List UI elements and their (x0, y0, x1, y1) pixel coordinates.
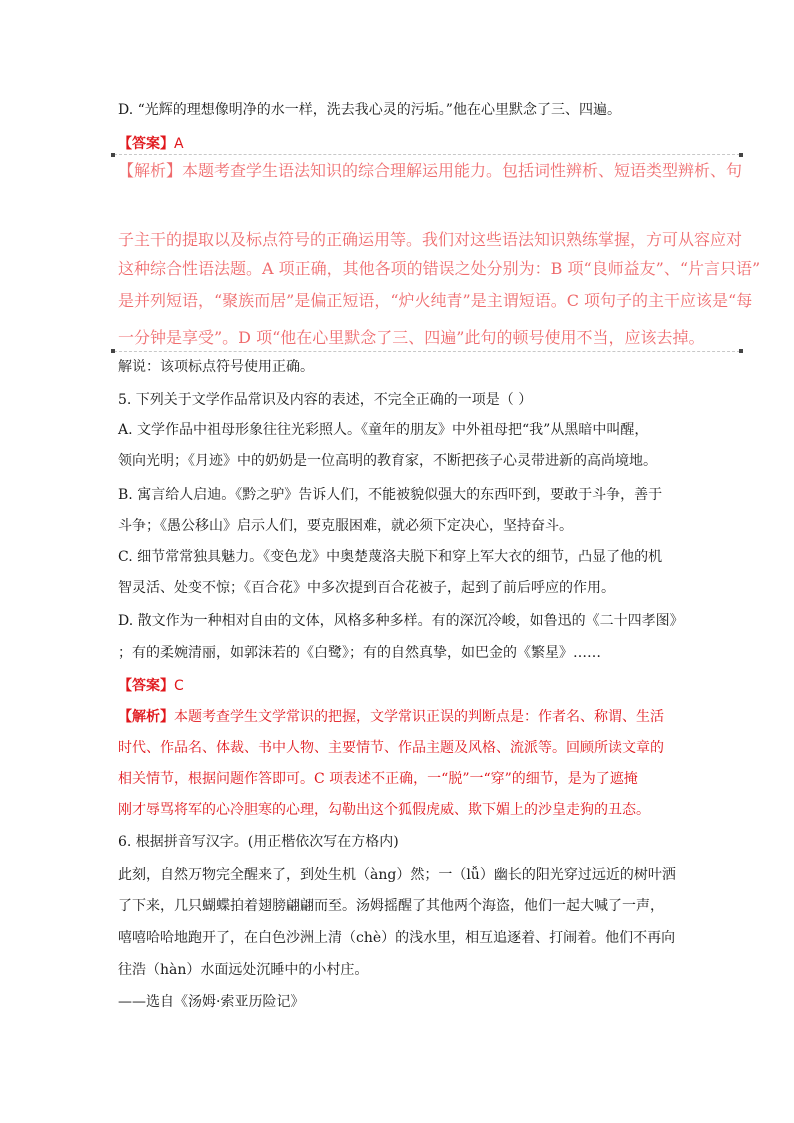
box-corner-mark (111, 349, 115, 353)
q6-source: ——选自《汤姆·索亚历险记》 (118, 994, 305, 1010)
explanation-text: 本题考查学生文学常识的把握，文学常识正误的判断点是：作者名、称谓、生活 (174, 709, 664, 725)
q5-option-b: B. 寓言给人启迪。《黔之驴》告诉人们，不能被貌似强大的东西吓到，要敢于斗争，善于 (118, 487, 663, 503)
box-corner-mark (111, 153, 115, 157)
answer-value: A (174, 136, 184, 152)
q5-stem: 5. 下列关于文学作品常识及内容的表述，不完全正确的一项是（ ） (118, 392, 533, 408)
q5-option-a-cont: 领向光明；《月迹》中的奶奶是一位高明的教育家，不断把孩子心灵带进新的高尚境地。 (118, 453, 657, 469)
q5-option-d: D. 散文作为一种相对自由的文体，风格多种多样。有的深沉冷峻，如鲁迅的《二十四孝图》 (118, 613, 684, 629)
answer-label: 【答案】 (118, 678, 174, 694)
explanation-box (114, 154, 743, 352)
q4-explanation-line: 这种综合性语法题。A 项正确，其他各项的错误之处分别为：B 项“良师益友”、“片言只语” (118, 259, 761, 278)
box-corner-mark (739, 153, 743, 157)
q5-option-c-cont: 智灵活、处变不惊；《百合花》中多次提到百合花被子，起到了前后呼应的作用。 (118, 580, 615, 596)
q6-passage-line: 往浩（hàn）水面远处沉睡中的小村庄。 (118, 962, 369, 978)
q4-explanation-line: 是并列短语，“聚族而居”是偏正短语，“炉火纯青”是主谓短语。C 项句子的主干应该是“每 (118, 291, 753, 310)
answer-value: C (174, 678, 184, 694)
answer-label: 【答案】 (118, 136, 174, 152)
q6-passage-line: 了下来，几只蝴蝶拍着翅膀翩翩而至。汤姆摇醒了其他两个海盗，他们一起大喊了一声， (118, 898, 664, 914)
q5-explanation-line: 刚才辱骂将军的心冷胆寒的心理，勾勒出这个狐假虎威、欺下媚上的沙皇走狗的丑态。 (118, 802, 650, 818)
q5-explanation-line: 相关情节，根据问题作答即可。C 项表述不正确，一“脱”一“穿”的细节，是为了遮掩 (118, 771, 638, 787)
q4-answer (118, 134, 184, 154)
explanation-label: 【解析】 (118, 709, 174, 725)
q5-option-d-cont: ；有的柔婉清丽，如郭沫若的《白鹭》；有的自然真挚，如巴金的《繁星》…… (118, 645, 601, 661)
q4-explanation-line: 子主干的提取以及标点符号的正确运用等。我们对这些语法知识熟练掌握，方可从容应对 (118, 230, 743, 249)
q6-passage-line: 此刻，自然万物完全醒来了，到处生机（àng）然；一（lǚ）幽长的阳光穿过远近的树叶洒 (118, 867, 676, 883)
q4-option-d: D. “光辉的理想像明净的水一样，洗去我心灵的污垢。”他在心里默念了三、四遍。 (118, 102, 621, 118)
box-corner-mark (739, 349, 743, 353)
q5-answer (118, 676, 184, 696)
q5-explanation-line (118, 707, 664, 727)
q5-explanation-line: 时代、作品名、体裁、书中人物、主要情节、作品主题及风格、流派等。回顾所读文章的 (118, 740, 664, 756)
q5-option-b-cont: 斗争；《愚公移山》启示人们，要克服困难，就必须下定决心，坚持奋斗。 (118, 518, 573, 534)
q6-passage-line: 嘻嘻哈哈地跑开了，在白色沙洲上清（chè）的浅水里，相互追逐着、打闹着。他们不再向 (118, 930, 676, 946)
q4-explanation-line: 一分钟是享受”。D 项“他在心里默念了三、四遍”此句的顿号使用不当，应该去掉。 (118, 328, 705, 347)
q4-note: 解说：该项标点符号使用正确。 (118, 359, 314, 375)
q6-stem: 6. 根据拼音写汉字。(用正楷依次写在方格内) (118, 834, 399, 850)
q5-option-c: C. 细节常常独具魅力。《变色龙》中奥楚蔑洛夫脱下和穿上军大衣的细节，凸显了他的机 (118, 549, 663, 565)
q5-option-a: A. 文学作品中祖母形象往往光彩照人。《童年的朋友》中外祖母把“我”从黑暗中叫醒， (118, 422, 649, 438)
q4-explanation-line: 【解析】本题考查学生语法知识的综合理解运用能力。包括词性辨析、短语类型辨析、句 (118, 161, 743, 180)
